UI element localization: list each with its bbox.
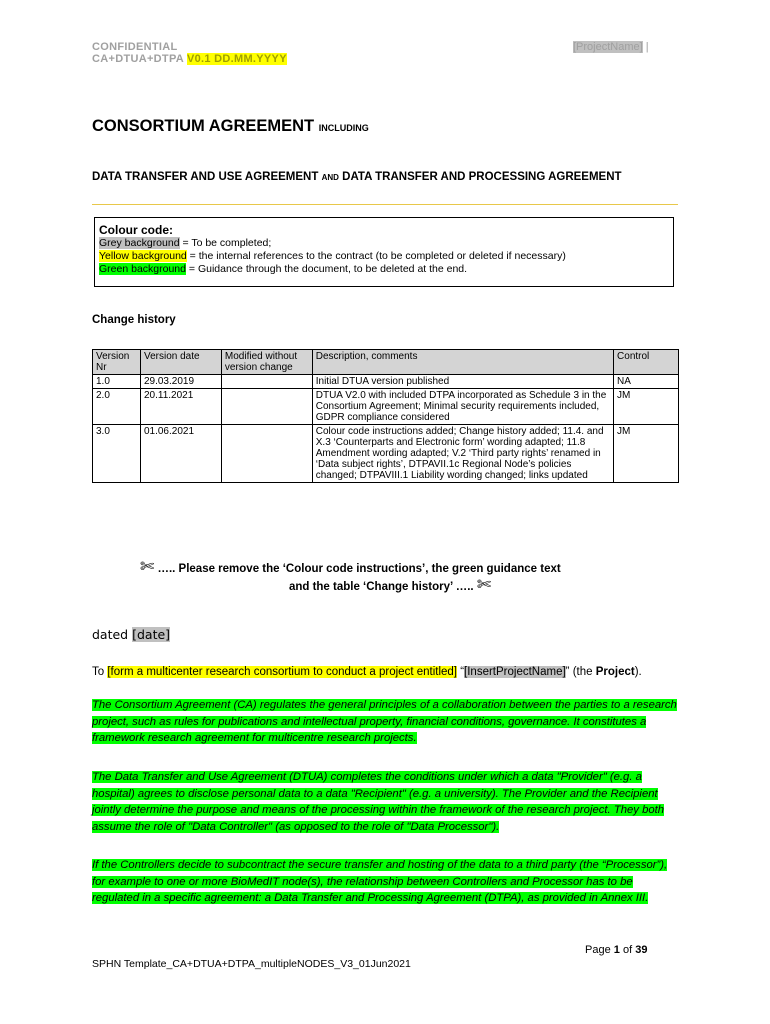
dated-label: dated (92, 627, 129, 642)
dated-line (92, 627, 170, 642)
page-of: of (622, 944, 633, 956)
remove-notice-text1: ….. Please remove the ‘Colour code instructions’, the green guidance text (157, 563, 561, 575)
intro-to: To (92, 666, 105, 678)
title-suffix: INCLUDING (318, 123, 369, 133)
subtitle-part1: DATA TRANSFER AND USE AGREEMENT (92, 171, 319, 183)
change-history-title: Change history (92, 314, 176, 326)
guidance-dtpa (92, 857, 680, 907)
col-description: Description, comments (312, 350, 613, 375)
document-header (92, 41, 287, 65)
table-row (93, 425, 679, 483)
remove-notice-text2: and the table ‘Change history’ ….. (288, 581, 474, 593)
grey-text: = To be completed; (179, 237, 272, 249)
green-label: Green background (99, 263, 186, 275)
header-version: V0.1 DD.MM.YYYY (186, 53, 287, 65)
intro-form-text: [form a multicenter research consortium to conduct a project entitled] (107, 666, 457, 678)
intro-paragraph (92, 664, 682, 681)
intro-project-placeholder: [InsertProjectName] (464, 666, 566, 678)
subtitle-part2: DATA TRANSFER AND PROCESSING AGREEMENT (342, 171, 622, 183)
cell-modified (221, 375, 312, 389)
page-total: 39 (635, 944, 648, 956)
col-modified: Modified without version change (221, 350, 312, 375)
header-project (573, 41, 649, 53)
intro-quote-close: ” (the (565, 666, 593, 678)
table-row (93, 389, 679, 425)
cell-version: 1.0 (93, 375, 141, 389)
colour-code-title: Colour code: (99, 223, 173, 237)
col-version: Version Nr (93, 350, 141, 375)
cell-description: DTUA V2.0 with included DTPA incorporated as Schedule 3 in the Consortium Agreement; Minimal security requirements included, GDPR compliance considered (312, 389, 613, 425)
yellow-text: = the internal references to the contract (to be completed or deleted if necessary) (186, 250, 566, 262)
intro-end: ). (634, 666, 642, 678)
cell-date: 20.11.2021 (140, 389, 221, 425)
footer-filename: SPHN Template_CA+DTUA+DTPA_multipleNODES_V3_01Jun2021 (92, 958, 411, 970)
cell-version: 2.0 (93, 389, 141, 425)
document-subtitle (92, 168, 652, 187)
title-main: CONSORTIUM AGREEMENT (92, 117, 315, 135)
scissors-icon: ✄ (140, 557, 155, 576)
header-doc-type: CA+DTUA+DTPA (92, 53, 184, 65)
guidance-dtpa-text: If the Controllers decide to subcontract the secure transfer and hosting of the data to a third party (the “Processor”), for example to one or more BioMedIT node(s), the relationship between Controllers and Processor has to be regulated in a specific agreement: a Data Transfer and Processing Agreement (DTPA), as provided in Annex III. (92, 859, 668, 904)
header-doc-line (92, 53, 287, 65)
page-label: Page (585, 944, 611, 956)
green-text: = Guidance through the document, to be deleted at the end. (185, 263, 468, 275)
scissors-icon: ✄ (476, 575, 492, 594)
table-row (93, 375, 679, 389)
colour-code-yellow (99, 250, 669, 263)
subtitle-divider (92, 204, 678, 205)
remove-notice-line1 (140, 558, 640, 578)
document-title (92, 117, 369, 136)
subtitle-and: AND (321, 173, 339, 182)
grey-label: Grey background (99, 237, 180, 249)
header-project-name: [ProjectName] (573, 41, 643, 53)
remove-notice-line2 (140, 576, 640, 596)
page-number (585, 944, 647, 956)
guidance-ca (92, 697, 680, 747)
yellow-label: Yellow background (99, 250, 187, 262)
table-header-row (93, 350, 679, 375)
col-date: Version date (140, 350, 221, 375)
cell-control: JM (614, 425, 679, 483)
guidance-ca-text: The Consortium Agreement (CA) regulates the general principles of a collaboration between the parties to a research project, such as rules for publications and intellectual property, financial conditions, governance. It constitutes a framework research agreement for multicentre research projects. (92, 699, 677, 744)
cell-modified (221, 389, 312, 425)
cell-description: Initial DTUA version published (312, 375, 613, 389)
guidance-dtua (92, 769, 680, 835)
cell-control: JM (614, 389, 679, 425)
cell-date: 29.03.2019 (140, 375, 221, 389)
colour-code-green (99, 263, 669, 276)
colour-code-box (94, 217, 674, 287)
intro-project-bold: Project (595, 666, 635, 678)
guidance-dtua-text: The Data Transfer and Use Agreement (DTUA) completes the conditions under which a data "Provider" (e.g. a hospital) agrees to disclose personal data to a data "Recipient" (e.g. a university). The Provider and the Recipient jointly determine the purpose and means of the processing within the framework of the research project. They both assume the role of "Data Controller" (as opposed to the role of "Data Processor"). (92, 771, 665, 833)
colour-code-grey (99, 237, 669, 250)
cell-control: NA (614, 375, 679, 389)
header-separator: | (645, 41, 649, 53)
cell-version: 3.0 (93, 425, 141, 483)
change-history-table (92, 349, 679, 483)
cell-date: 01.06.2021 (140, 425, 221, 483)
confidential-label: CONFIDENTIAL (92, 41, 178, 53)
date-placeholder: [date] (132, 627, 171, 642)
col-control: Control (614, 350, 679, 375)
cell-description: Colour code instructions added; Change history added; 11.4. and X.3 ‘Counterparts and Electronic form’ wording adapted; 11.8 Amendment wording adapted; V.2 ‘Third party rights’ renamed in ‘Data subject rights’, DTPAVII.1c Regional Node’s policies changed; DTPAVIII.1 Liability wording changed; links updated (312, 425, 613, 483)
intro-quote-open: “ (460, 666, 465, 678)
page-current: 1 (613, 944, 620, 956)
cell-modified (221, 425, 312, 483)
